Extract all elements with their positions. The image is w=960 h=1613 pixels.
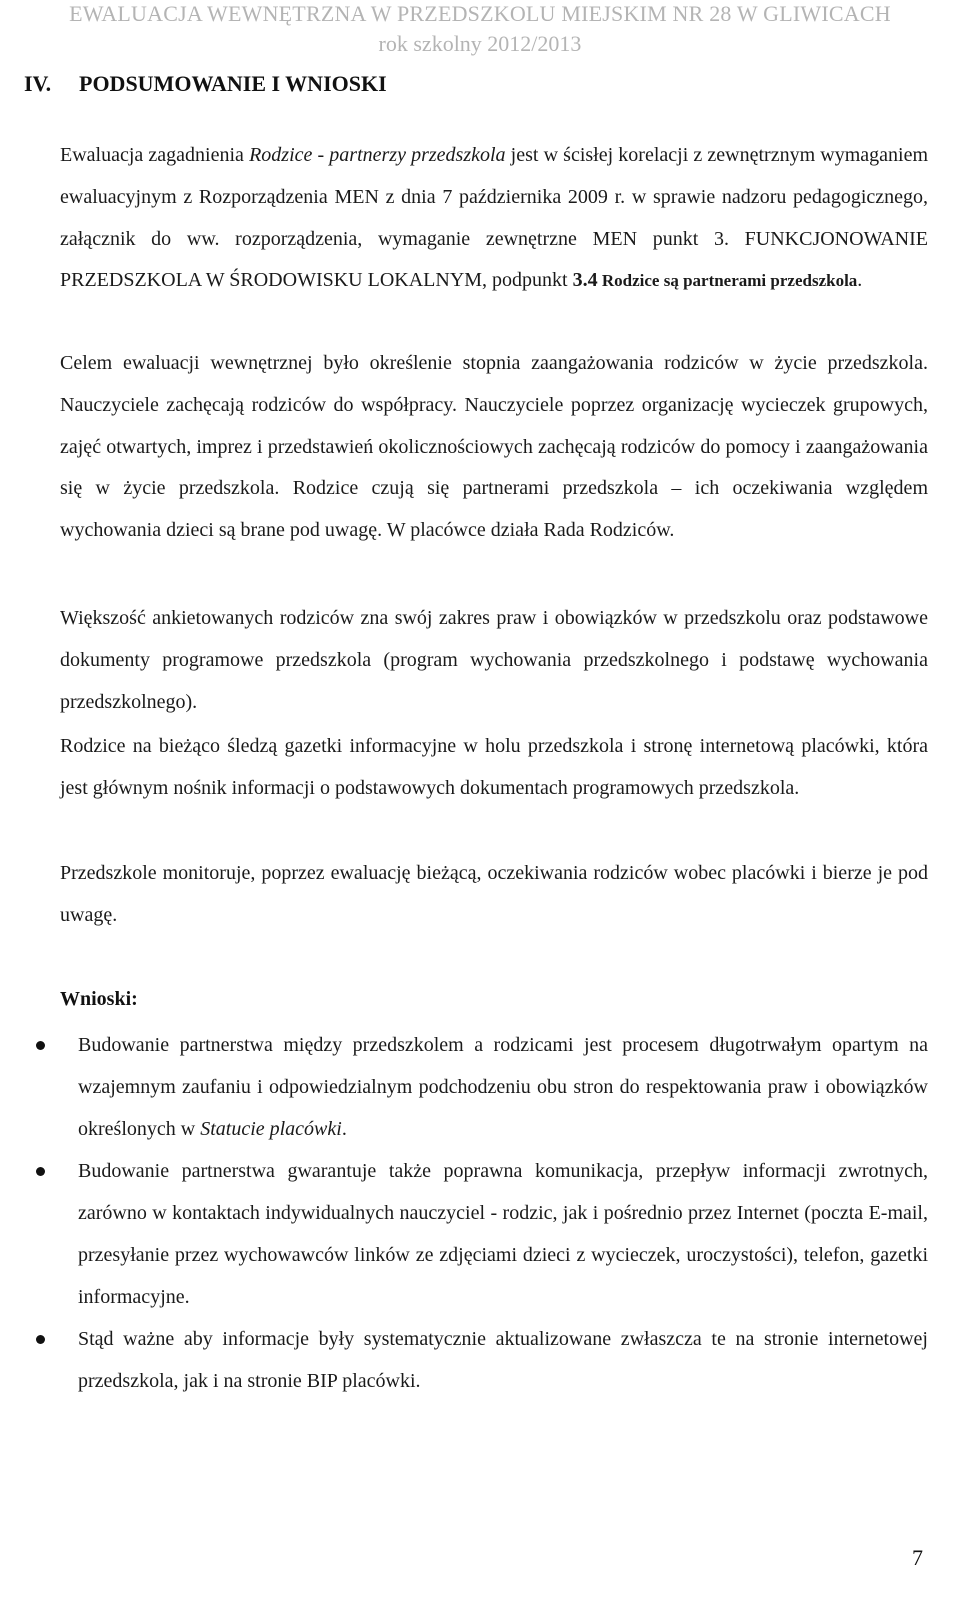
- paragraph-3: [8, 598, 928, 723]
- paragraph-5-text: Przedszkole monitoruje, poprzez ewaluację bieżącą, oczekiwania rodziców wobec placówki i bierze je pod uwagę.: [60, 862, 928, 926]
- paragraph-1-text-b: jest w ścisłej korelacji z zewnętrznym wymaganiem ewaluacyjnym z Rozporządzenia MEN z dnia 7 października 2009 r. w sprawie nadzoru pedagogicznego, załącznik do ww. rozporządzenia, wymaganie zewnętrzne MEN punkt 3. FUNKCJONOWANIE PRZEDSZKOLA W ŚRODOWISKU LOKALNYM, podpunkt: [60, 144, 929, 292]
- list-item-2-text: Budowanie partnerstwa gwarantuje także poprawna komunikacja, przepływ informacji zwrotnych, zarówno w kontaktach indywidualnych nauczyciel - rodzic, jak i pośrednio przez Internet (poczta E-mail, przesyłanie przez wychowawców linków ze zdjęciami dzieci z wycieczek, uroczystości), telefon, gazetki informacyjne.: [78, 1160, 928, 1308]
- paragraph-2-text: Celem ewaluacji wewnętrznej było określenie stopnia zaangażowania rodziców w życie przedszkola. Nauczyciele zachęcają rodziców do współpracy. Nauczyciele poprzez organizację wycieczek grupowych, zajęć otwartych, imprez i przedstawień okolicznościowych zachęcają rodziców do pomocy i zaangażowania się w życie przedszkola. Rodzice czują się partnerami przedszkola – ich oczekiwania względem wychowania dzieci są brane pod uwagę. W placówce działa Rada Rodziców.: [60, 352, 928, 542]
- paragraph-1-bold-number: 3.4: [572, 269, 598, 292]
- section-number: IV.: [24, 71, 52, 96]
- bullet-icon: [36, 1335, 45, 1344]
- list-item-1-italic: Statucie placówki: [200, 1118, 342, 1140]
- paragraph-1-bold-text: Rodzice są partnerami przedszkola: [597, 271, 858, 291]
- list-item: [0, 1318, 928, 1402]
- page-number: 7: [912, 1545, 923, 1570]
- paragraph-1-text-a: Ewaluacja zagadnienia: [60, 144, 250, 166]
- list-item-3-text: Stąd ważne aby informacje były systematycznie aktualizowane zwłaszcza te na stronie internetowej przedszkola, jak i na stronie BIP placówki.: [78, 1328, 928, 1392]
- list-item-1-end: .: [341, 1118, 347, 1140]
- paragraph-4: [8, 726, 928, 810]
- paragraph-1: [8, 135, 928, 302]
- paragraph-1-end: .: [857, 269, 863, 292]
- conclusions-heading: Wnioski:: [60, 988, 138, 1010]
- paragraph-4-text: Rodzice na bieżąco śledzą gazetki informacyjne w holu przedszkola i stronę internetową placówki, która jest głównym nośnik informacji o podstawowych dokumentach programowych przedszkola.: [60, 735, 928, 799]
- paragraph-3-text: Większość ankietowanych rodziców zna swój zakres praw i obowiązków w przedszkolu oraz podstawowe dokumenty programowe przedszkola (program wychowania przedszkolnego i podstawę wychowania przedszkolnego).: [60, 607, 928, 713]
- header-title: EWALUACJA WEWNĘTRZNA W PRZEDSZKOLU MIEJSKIM NR 28 W GLIWICACH: [69, 1, 891, 26]
- list-item-1-text: Budowanie partnerstwa między przedszkolem a rodzicami jest procesem długotrwałym opartym na wzajemnym zaufaniu i odpowiedzialnym podchodzeniu obu stron do respektowania praw i obowiązków określonych w: [78, 1034, 928, 1140]
- bullet-icon: [36, 1041, 45, 1050]
- list-item: [0, 1024, 928, 1150]
- paragraph-5: [8, 853, 928, 937]
- bullet-icon: [36, 1167, 45, 1176]
- paragraph-2: [8, 343, 928, 552]
- section-heading: [24, 70, 387, 98]
- section-title: PODSUMOWANIE I WNIOSKI: [79, 71, 387, 96]
- list-item-text: [78, 1024, 928, 1150]
- paragraph-1-italic: Rodzice - partnerzy przedszkola: [249, 144, 506, 166]
- list-item: [0, 1150, 928, 1318]
- header-school-year: rok szkolny 2012/2013: [378, 31, 582, 56]
